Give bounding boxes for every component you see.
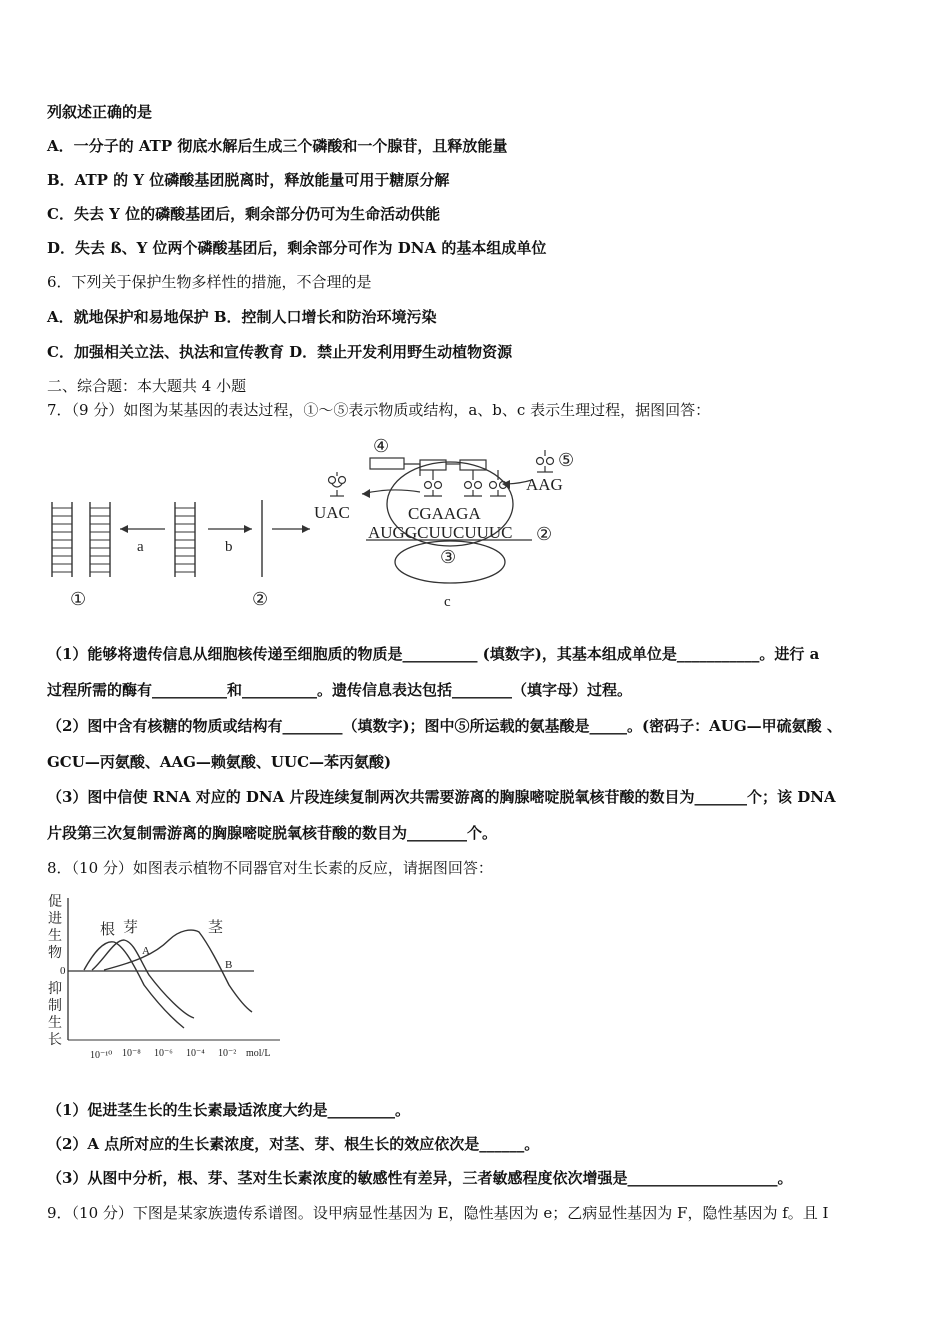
y-axis-label-bottom <box>48 980 62 1048</box>
arrow-release <box>362 490 420 494</box>
q5-option-c: C．失去 Y 位的磷酸基团后，剩余部分仍可为生命活动供能 <box>47 205 441 223</box>
x-tick-1: 10⁻¹⁰ <box>90 1050 113 1061</box>
q8-line-3: （3）从图中分析，根、芽、茎对生长素浓度的敏感性有差异，三者敏感程度依次增强是____________________。 <box>47 1169 793 1187</box>
y-axis-label-top <box>48 894 62 961</box>
svg-text:制: 制 <box>48 999 62 1014</box>
svg-text:生: 生 <box>48 1016 62 1031</box>
arrow-a <box>120 525 165 533</box>
label-circ1: ① <box>70 589 87 609</box>
q7-line-2: 过程所需的酶有__________和__________。遗传信息表达包括________（填字母）过程。 <box>47 681 633 699</box>
svg-text:进: 进 <box>48 912 62 927</box>
trna-right <box>537 450 554 472</box>
dna-template <box>175 502 195 577</box>
point-b: B <box>225 959 233 971</box>
q8-line-2: （2）A 点所对应的生长素浓度，对茎、芽、根生长的效应依次是______。 <box>47 1135 540 1153</box>
q5-option-b: B．ATP 的 Y 位磷酸基团脱离时，释放能量可用于糖原分解 <box>47 171 450 189</box>
trna-in-ribosome <box>404 460 507 496</box>
q5-option-d: D．失去 ß、Y 位两个磷酸基团后，剩余部分可作为 DNA 的基本组成单位 <box>47 239 547 257</box>
q7-line-1: （1）能够将遗传信息从细胞核传递至细胞质的物质是__________ (填数字)，其基本组成单位是___________。进行 a <box>47 645 820 663</box>
label-b: b <box>225 539 233 555</box>
q7-line-4: GCU—丙氨酸、AAG—赖氨酸、UUC—苯丙氨酸) <box>47 753 392 771</box>
trna-left <box>329 472 346 496</box>
label-circ2-right: ② <box>536 524 553 544</box>
section-heading: 二、综合题：本大题共 4 小题 <box>47 377 247 395</box>
x-tick-labels <box>90 1048 270 1061</box>
label-root: 根 <box>100 922 116 938</box>
label-a: a <box>137 539 144 555</box>
q9-stem: 9．（10 分）下图是某家族遗传系谱图。设甲病显性基因为 E，隐性基因为 e；乙病显性基因为 F，隐性基因为 f。且 Ⅰ <box>47 1204 829 1222</box>
label-stem: 茎 <box>208 920 224 936</box>
y-origin: 0 <box>60 965 66 977</box>
curve-root <box>84 942 184 1028</box>
polypeptide-box <box>370 458 404 469</box>
q8-line-1: （1）促进茎生长的生长素最适浓度大约是_________。 <box>47 1101 410 1119</box>
q6-options-line2: C．加强相关立法、执法和宣传教育 D．禁止开发利用野生动植物资源 <box>47 343 513 361</box>
dna-double-strand <box>52 502 110 577</box>
q7-line-5: （3）图中信使 RNA 对应的 DNA 片段连续复制两次共需要游离的胸腺嘧啶脱氧核苷酸的数目为_______个；该 DNA <box>47 788 836 806</box>
q8-stem: 8．（10 分）如图表示植物不同器官对生长素的反应，请据图回答： <box>47 859 493 877</box>
q7-stem: 7．（9 分）如图为某基因的表达过程，①～⑤表示物质或结构，a、b、c 表示生理过程，据图回答： <box>47 401 711 419</box>
intro-text: 列叙述正确的是 <box>47 103 153 121</box>
label-bud: 芽 <box>123 920 139 936</box>
svg-text:物: 物 <box>48 946 62 961</box>
q7-line-3: （2）图中含有核糖的物质或结构有________（填数字)；图中⑤所运载的氨基酸是_____。(密码子：AUG—甲硫氨酸 、 <box>47 717 842 735</box>
label-c: c <box>444 594 451 610</box>
label-circ3: ③ <box>440 547 457 567</box>
x-unit: mol/L <box>246 1048 271 1059</box>
q7-line-6: 片段第三次复制需游离的胸腺嘧啶脱氧核苷酸的数目为________个。 <box>47 824 498 842</box>
auxin-response-graph <box>44 890 294 1070</box>
svg-text:长: 长 <box>48 1033 62 1048</box>
mrna-sequence: AUGGCUUCUUUC <box>368 523 513 542</box>
arrow-to-translation <box>272 525 310 533</box>
x-tick-5: 10⁻² <box>218 1048 237 1059</box>
q6-stem: 6．下列关于保护生物多样性的措施，不合理的是 <box>47 273 372 291</box>
arrow-b <box>208 525 252 533</box>
anticodons-in-ribosome: CGAAGA <box>408 504 481 523</box>
svg-text:生: 生 <box>48 929 62 944</box>
svg-text:促: 促 <box>48 895 62 910</box>
q6-options-line1: A．就地保护和易地保护 B．控制人口增长和防治环境污染 <box>47 308 437 326</box>
x-tick-4: 10⁻⁴ <box>186 1048 205 1059</box>
x-tick-3: 10⁻⁶ <box>154 1048 173 1059</box>
q5-option-a: A．一分子的 ATP 彻底水解后生成三个磷酸和一个腺苷，且释放能量 <box>47 137 508 155</box>
anticodon-left: UAC <box>314 503 350 522</box>
x-tick-2: 10⁻⁸ <box>122 1048 141 1059</box>
anticodon-right: AAG <box>526 475 563 494</box>
gene-expression-figure <box>40 432 600 617</box>
label-circ4: ④ <box>373 436 390 456</box>
label-circ5: ⑤ <box>558 450 575 470</box>
svg-text:抑: 抑 <box>48 982 62 997</box>
label-circ2: ② <box>252 589 269 609</box>
point-a: A <box>142 945 150 957</box>
